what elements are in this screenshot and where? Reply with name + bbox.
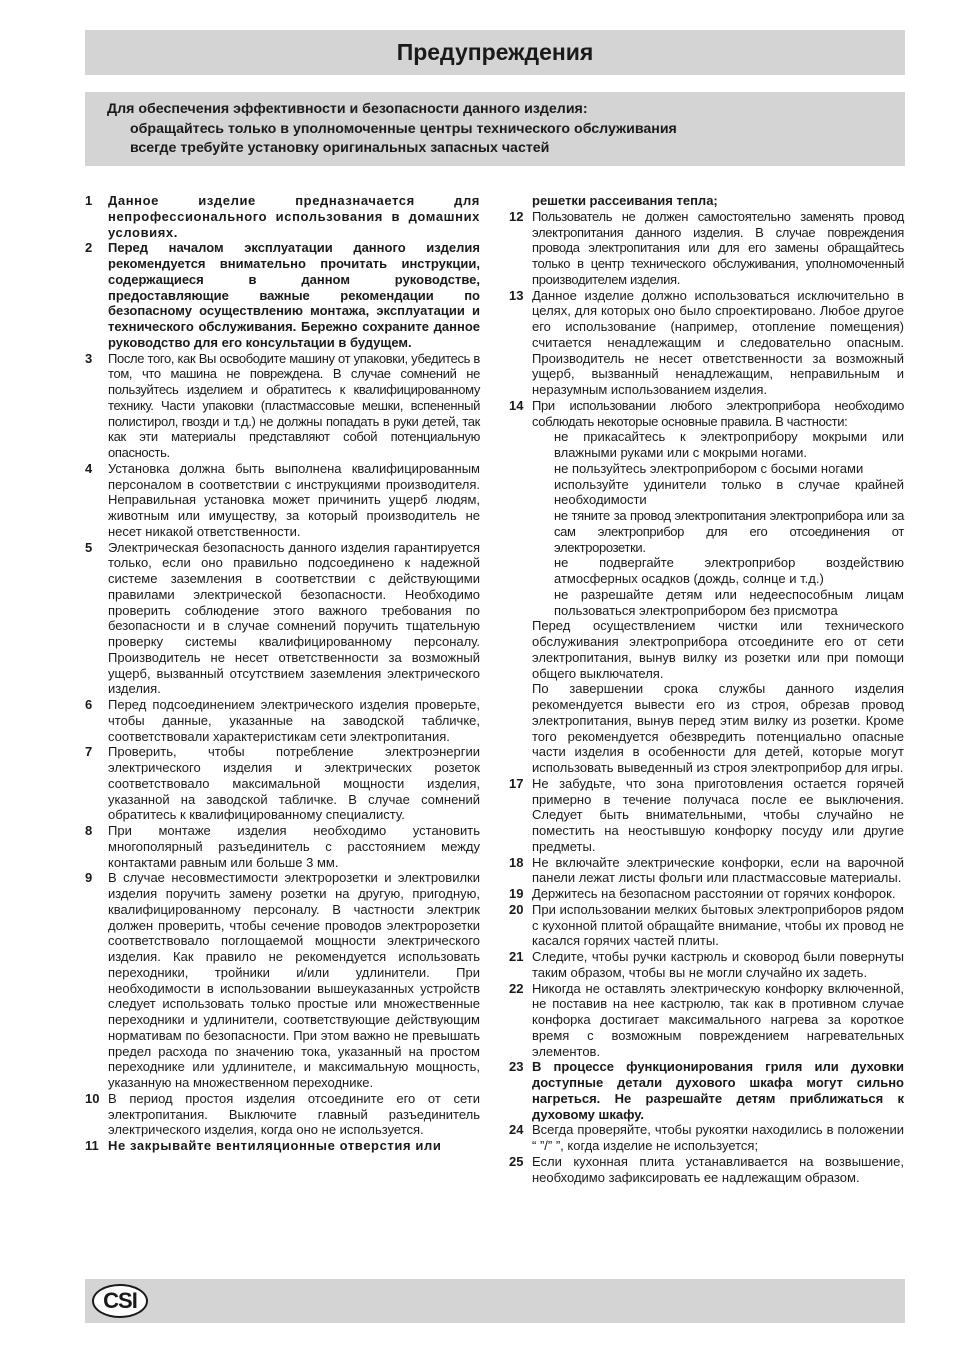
- item-number: 23: [509, 1059, 524, 1075]
- item-text: Перед подсоединением электрического изделия проверьте, чтобы данные, указанные на заводской табличке, соответствовали характеристикам сети электропитания.: [108, 697, 480, 744]
- item-14-rule-3: используйте удинители только в случае крайней необходимости: [554, 476, 904, 508]
- item-14-cleaning-paragraph: Перед осуществлением чистки или технического обслуживания электроприбора отсоедините его от сети электропитания, вынув вилку из розетки или при помощи общего выключателя.: [532, 618, 904, 681]
- warning-item-5: [85, 540, 480, 698]
- warning-item-3: [85, 351, 480, 461]
- item-text: При использовании мелких бытовых электроприборов рядом с кухонной плитой обращайте внимание, чтобы их провод не касался горячих частей плиты.: [532, 901, 904, 949]
- warning-item-22: [509, 981, 904, 1060]
- warning-item-2: [85, 240, 480, 350]
- item-number: 19: [509, 886, 524, 901]
- item-number: 5: [85, 539, 93, 555]
- intro-line-2: обращайтесь только в уполномоченные центры технического обслуживания: [130, 120, 677, 137]
- warning-item-14: [509, 398, 904, 776]
- item-text: Проверить, чтобы потребление электроэнергии электрического изделия и электрических розеток соответствовало максимальной мощности изделия, указанной на заводской табличке. В случае сомнений обратитесь к квалифицированному специалисту.: [108, 744, 480, 823]
- item-text: Электрическая безопасность данного изделия гарантируется только, если оно правильно подсоединено к надежной системе заземления в соответствии с действующими правилами электрической безопасности. Необходимо проверить соблюдение этого важного требования по безопасности и в случае сомнений поручить тщательную проверку системы квалифицированному персоналу. Производитель не несет ответственности за возможный ущерб, вызванный отсутствием заземления электрического изделия.: [108, 539, 480, 697]
- item-14-rule-2: не пользуйтесь электроприбором с босыми ногами: [554, 460, 864, 476]
- intro-line-1: Для обеспечения эффективности и безопасности данного изделия:: [107, 101, 588, 117]
- item-text: Никогда не оставлять электрическую конфорку включенной, не поставив на нее кастрюлю, так как в противном случае конфорка достигает максимального нагрева за короткое время с возможным повреждением нагревательных элементов.: [532, 980, 904, 1059]
- item-text: Данное изделие предназначается для непрофессионального использования в домашних условиях.: [108, 193, 480, 240]
- item-14-rule-4: не тяните за провод электропитания электроприбора или за сам электроприбор для его отсоединения от электророзетки.: [554, 508, 904, 555]
- item-14-rule-5: не подвергайте электроприбор воздействию атмосферных осадков (дождь, солнце и т.д.): [554, 555, 904, 586]
- item-text: Не включайте электрические конфорки, если на варочной панели лежат листы фольги или пластмассовые материалы.: [532, 854, 904, 886]
- warning-item-12: [509, 209, 904, 288]
- item-number: 6: [85, 697, 93, 712]
- item-text: В период простоя изделия отсоедините его от сети электропитания. Выключите главный разъединитель электрического изделия, когда оно не используется.: [108, 1090, 480, 1138]
- item-number: 7: [85, 744, 93, 760]
- item-number: 25: [509, 1153, 524, 1169]
- footer-bar: [85, 1279, 905, 1323]
- item-number: 1: [85, 193, 93, 208]
- warning-item-11-continued: решетки рассеивания тепла;: [532, 193, 718, 208]
- warning-item-17: [509, 776, 904, 855]
- page-title: Предупреждения: [396, 39, 594, 65]
- item-text: Держитесь на безопасном расстоянии от горячих конфорок.: [532, 886, 896, 901]
- item-number: 17: [509, 775, 524, 791]
- warning-item-18: [509, 855, 904, 887]
- item-text: Перед началом эксплуатации данного изделия рекомендуется внимательно прочитать инструкции, содержащиеся в данном руководстве, предоставляющие важные рекомендации по безопасному осуществлению монтажа, эксплуатации и технического обслуживания. Бережно сохраните данное руководство для его консультации в будущем.: [108, 240, 480, 350]
- item-number: 11: [85, 1138, 99, 1153]
- item-number: 13: [509, 287, 524, 303]
- item-text: После того, как Вы освободите машину от упаковки, убедитесь в том, что машина не повреждена. В случае сомнений не пользуйтесь изделием и обратитесь к квалифицированному технику. Части упаковки (пластмассовые мешки, вспененный полистирол, гвозди и т.д.) не должны попадать в руки детей, так как эти материалы представляют собой потенциальную опасность.: [108, 350, 480, 460]
- csi-logo: CSI: [92, 1284, 148, 1318]
- item-text: Всегда проверяйте, чтобы рукоятки находились в положении “ ”/” ”, когда изделие не используется;: [532, 1122, 904, 1153]
- item-number: 24: [509, 1122, 524, 1138]
- item-14-rule-1: не прикасайтесь к электроприбору мокрыми или влажными руками или с мокрыми ногами.: [554, 429, 904, 460]
- intro-line-3: всегде требуйте установку оригинальных запасных частей: [130, 140, 550, 156]
- warning-item-7: [85, 744, 480, 823]
- intro-box: [85, 92, 905, 166]
- item-text: Если кухонная плита устанавливается на возвышение, необходимо зафиксировать ее надлежащим образом.: [532, 1153, 904, 1185]
- item-number: 12: [509, 208, 524, 224]
- right-column: [509, 193, 904, 1185]
- item-text: В процессе функционирования гриля или духовки доступные детали духового шкафа могут сильно нагреться. Не разрешайте детям приближаться к духовому шкафу.: [532, 1059, 904, 1122]
- item-number: 14: [509, 397, 524, 413]
- item-text: Следите, чтобы ручки кастрюль и сковород были повернуты таким образом, чтобы вы не могли случайно их задеть.: [532, 949, 904, 980]
- warning-item-25: [509, 1154, 904, 1186]
- item-text: Не забудьте, что зона приготовления остается горячей примерно в течение получаса после ее выключения. Следует быть внимательными, чтобы случайно не поместить на неостывшую конфорку посуду или другие предметы.: [532, 775, 904, 854]
- warning-item-6: [85, 697, 480, 744]
- item-text: Не закрывайте вентиляционные отверстия или: [108, 1138, 442, 1153]
- item-number: 3: [85, 350, 93, 366]
- warning-item-1: [85, 193, 480, 240]
- item-number: 10: [85, 1090, 100, 1106]
- item-text: При монтаже изделия необходимо установить многополярный разъединитель с расстоянием между контактами равным или больше 3 мм.: [108, 823, 480, 870]
- item-number: 2: [85, 240, 93, 256]
- item-text: В случае несовместимости электророзетки и электровилки изделия поручить замену розетки на другую, пригодную, квалифицированному персоналу. В частности электрик должен проверить, чтобы сечение проводов электророзетки соответствовало поглощаемой мощности электрического изделия. Как правило не рекомендуется использовать переходники, тройники и/или удлинители. При необходимости в использовании вышеуказанных устройств следует использовать только простые или множественные переходники и удлинители, соответствующие действующим нормативам по безопасности. При этом важно не превышать предел расхода по значению тока, указанный на простом переходнике или удлинителе, и максимальную мощность, указанную на множественном переходнике.: [108, 870, 480, 1090]
- item-number: 20: [509, 901, 524, 917]
- item-14-disposal-paragraph: По завершении срока службы данного изделия рекомендуется вывести его из строя, обрезав провод электропитания, вынув перед этим вилку из розетки. Кроме того рекомендуется обезвредить потенциально опасные части изделия в особенности для детей, которые могут использовать выведенный из строя электроприбор для игры.: [532, 681, 904, 775]
- item-number: 21: [509, 949, 524, 964]
- title-bar: [85, 30, 905, 75]
- warning-item-8: [85, 823, 480, 870]
- warning-item-10: [85, 1091, 480, 1138]
- item-number: 18: [509, 854, 524, 870]
- item-number: 9: [85, 870, 93, 886]
- item-number: 22: [509, 980, 524, 996]
- warning-item-9: [85, 870, 480, 1091]
- warning-item-23: [509, 1059, 904, 1122]
- item-number: 4: [85, 460, 93, 476]
- warning-item-19: [509, 886, 904, 902]
- warning-item-11: [85, 1138, 480, 1154]
- warning-item-20: [509, 902, 904, 949]
- warning-item-24: [509, 1122, 904, 1154]
- warning-item-13: [509, 288, 904, 398]
- warning-item-4: [85, 461, 480, 540]
- item-text: При использовании любого электроприбора необходимо соблюдать некоторые основные правила. В частности:: [532, 397, 904, 429]
- left-column: [85, 193, 480, 1154]
- item-number: 8: [85, 823, 93, 838]
- item-text: Установка должна быть выполнена квалифицированным персоналом в соответствии с инструкциями производителя. Неправильная установка может причинить ущерб людям, животным или имуществу, за который производитель не несет никакой ответственности.: [108, 460, 480, 539]
- warning-item-21: [509, 949, 904, 981]
- item-text: Пользователь не должен самостоятельно заменять провод электропитания данного изделия. В случае повреждения провода электропитания или для его замены обращайтесь только в центр технического обслуживания, уполномоченный производителем изделия.: [532, 208, 904, 287]
- item-text: Данное изделие должно использоваться исключительно в целях, для которых оно было спроектировано. Любое другое его использование (например, отопление помещения) считается ненадлежащим и следовательно опасным. Производитель не несет ответственности за возможный ущерб, вызванный ненадлежащим, неправильным и неразумным использованием изделия.: [532, 287, 904, 397]
- item-14-rule-6: не разрешайте детям или недееспособным лицам пользоваться электроприбором без присмотра: [554, 586, 904, 618]
